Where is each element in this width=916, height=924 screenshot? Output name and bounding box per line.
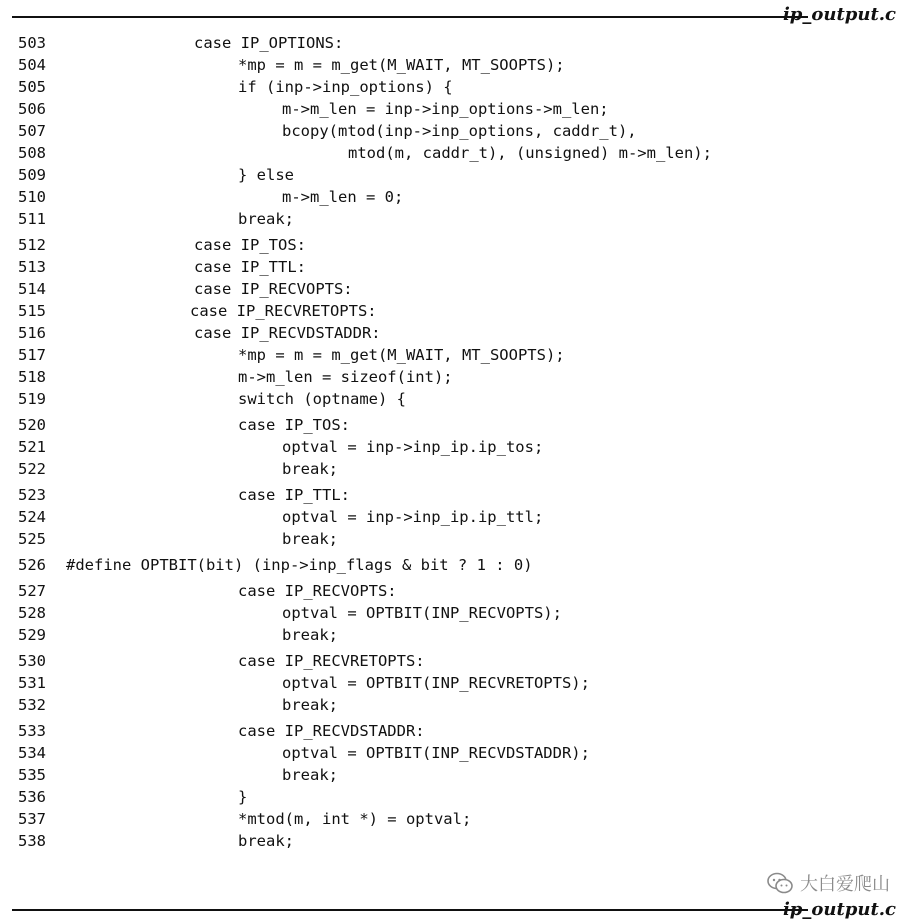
line-number: 510 — [18, 188, 46, 206]
code-text: } — [238, 788, 248, 806]
header-rule — [12, 16, 808, 18]
line-number: 524 — [18, 508, 46, 526]
header-filename: ip_output.c — [782, 4, 896, 25]
code-text: optval = inp->inp_ip.ip_ttl; — [282, 508, 544, 526]
code-text: *mp = m = m_get(M_WAIT, MT_SOOPTS); — [238, 56, 565, 74]
footer-filename: ip_output.c — [782, 899, 896, 920]
line-number: 515 — [18, 302, 46, 320]
code-text: break; — [282, 766, 338, 784]
line-number: 516 — [18, 324, 46, 342]
code-listing — [0, 22, 916, 902]
code-text: case IP_OPTIONS: — [194, 34, 344, 52]
line-number: 535 — [18, 766, 46, 784]
line-number: 513 — [18, 258, 46, 276]
code-text: case IP_RECVOPTS: — [238, 582, 397, 600]
wechat-icon — [766, 872, 794, 894]
code-text: break; — [282, 460, 338, 478]
line-number: 507 — [18, 122, 46, 140]
code-text: optval = inp->inp_ip.ip_tos; — [282, 438, 544, 456]
code-text: case IP_RECVDSTADDR: — [238, 722, 425, 740]
line-number: 530 — [18, 652, 46, 670]
code-text: case IP_TTL: — [238, 486, 350, 504]
code-text: } else — [238, 166, 294, 184]
code-text: optval = OPTBIT(INP_RECVOPTS); — [282, 604, 562, 622]
line-number: 523 — [18, 486, 46, 504]
line-number: 529 — [18, 626, 46, 644]
code-text: switch (optname) { — [238, 390, 406, 408]
code-text: m->m_len = inp->inp_options->m_len; — [282, 100, 609, 118]
code-text: *mtod(m, int *) = optval; — [238, 810, 472, 828]
line-number: 528 — [18, 604, 46, 622]
code-text: if (inp->inp_options) { — [238, 78, 453, 96]
line-number: 518 — [18, 368, 46, 386]
file-footer — [0, 898, 916, 924]
watermark-text: 大白爱爬山 — [800, 874, 890, 895]
line-number: 517 — [18, 346, 46, 364]
code-text: case IP_RECVRETOPTS: — [190, 302, 377, 320]
line-number: 536 — [18, 788, 46, 806]
line-number: 532 — [18, 696, 46, 714]
code-text: break; — [238, 210, 294, 228]
line-number: 526 — [18, 556, 46, 574]
line-number: 521 — [18, 438, 46, 456]
code-text: bcopy(mtod(inp->inp_options, caddr_t), — [282, 122, 637, 140]
line-number: 503 — [18, 34, 46, 52]
code-text: case IP_TOS: — [238, 416, 350, 434]
code-text: break; — [282, 626, 338, 644]
code-text: #define OPTBIT(bit) (inp->inp_flags & bit ? 1 : 0) — [66, 556, 533, 574]
code-text: break; — [282, 696, 338, 714]
line-number: 508 — [18, 144, 46, 162]
code-text: case IP_RECVOPTS: — [194, 280, 353, 298]
line-number: 522 — [18, 460, 46, 478]
line-number: 525 — [18, 530, 46, 548]
code-text: optval = OPTBIT(INP_RECVRETOPTS); — [282, 674, 590, 692]
code-text: case IP_TOS: — [194, 236, 306, 254]
code-text: break; — [238, 832, 294, 850]
code-text: m->m_len = 0; — [282, 188, 404, 206]
line-number: 534 — [18, 744, 46, 762]
footer-rule — [12, 909, 808, 911]
code-text: *mp = m = m_get(M_WAIT, MT_SOOPTS); — [238, 346, 565, 364]
code-text: break; — [282, 530, 338, 548]
code-text: optval = OPTBIT(INP_RECVDSTADDR); — [282, 744, 590, 762]
line-number: 537 — [18, 810, 46, 828]
line-number: 505 — [18, 78, 46, 96]
line-number: 533 — [18, 722, 46, 740]
code-text: case IP_TTL: — [194, 258, 306, 276]
line-number: 527 — [18, 582, 46, 600]
line-number: 531 — [18, 674, 46, 692]
line-number: 504 — [18, 56, 46, 74]
line-number: 509 — [18, 166, 46, 184]
code-text: case IP_RECVDSTADDR: — [194, 324, 381, 342]
line-number: 512 — [18, 236, 46, 254]
watermark — [766, 870, 890, 896]
line-number: 514 — [18, 280, 46, 298]
code-text: m->m_len = sizeof(int); — [238, 368, 453, 386]
code-text: mtod(m, caddr_t), (unsigned) m->m_len); — [348, 144, 712, 162]
line-number: 511 — [18, 210, 46, 228]
line-number: 538 — [18, 832, 46, 850]
line-number: 519 — [18, 390, 46, 408]
code-text: case IP_RECVRETOPTS: — [238, 652, 425, 670]
line-number: 506 — [18, 100, 46, 118]
line-number: 520 — [18, 416, 46, 434]
